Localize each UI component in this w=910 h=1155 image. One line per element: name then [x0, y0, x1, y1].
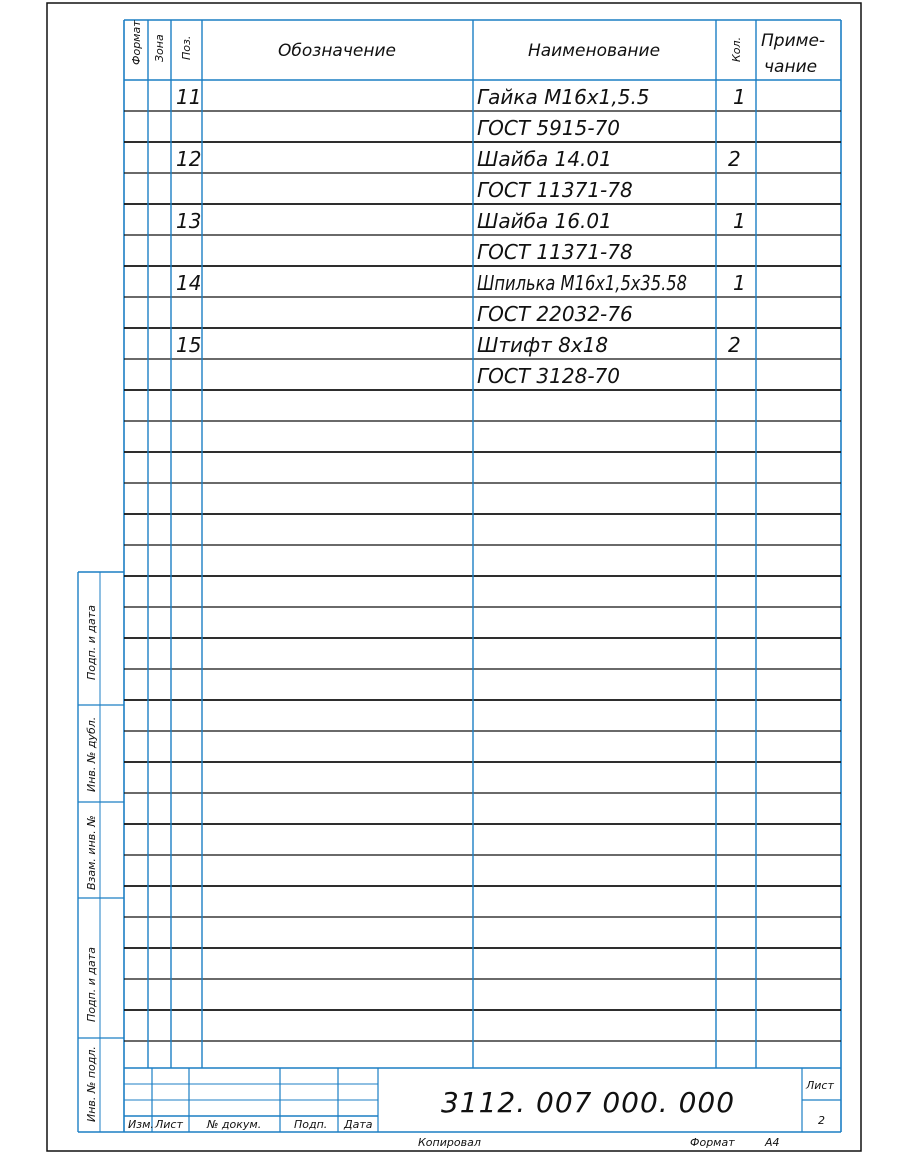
spec-table-grid — [78, 20, 841, 1132]
row-name: Штифт 8х18 — [477, 333, 609, 357]
row-pos: 15 — [176, 333, 202, 357]
title-block-data: Дата — [344, 1118, 373, 1131]
row-pos: 13 — [176, 209, 202, 233]
row-name: Шайба 16.01 — [477, 209, 612, 233]
title-block-copied: Копировал — [418, 1136, 481, 1149]
row-qty: 1 — [733, 271, 746, 295]
title-block-sheet-label: Лист — [806, 1079, 834, 1092]
table-row — [176, 85, 746, 109]
table-header — [130, 20, 825, 77]
table-row — [477, 364, 620, 388]
side-label-inv-dubl: Инв. № дубл. — [85, 716, 98, 792]
title-block-format-label: Формат — [690, 1136, 735, 1149]
table-row — [477, 240, 633, 264]
table-row — [477, 116, 620, 140]
header-qty: Кол. — [730, 36, 743, 62]
title-block-sheet-no: 2 — [818, 1114, 825, 1127]
table-row — [477, 178, 633, 202]
row-qty: 1 — [733, 85, 746, 109]
table-row — [176, 333, 741, 357]
header-pos: Поз. — [180, 35, 193, 60]
title-block-izm: Изм. — [128, 1118, 154, 1131]
row-pos: 14 — [176, 271, 202, 295]
side-label-inv-podl: Инв. № подл. — [85, 1046, 98, 1122]
document-code: 3112. 007 000. 000 — [440, 1086, 736, 1119]
row-name: ГОСТ 5915-70 — [477, 116, 620, 140]
header-note-line2: чание — [764, 57, 818, 77]
side-stamp — [85, 605, 98, 1122]
side-label-vzam-inv: Взам. инв. № — [85, 815, 98, 890]
header-note-line1: Приме- — [761, 31, 826, 51]
table-row — [176, 209, 746, 233]
row-name: ГОСТ 3128-70 — [477, 364, 620, 388]
row-pos: 11 — [176, 85, 202, 109]
table-row — [176, 147, 741, 171]
table-body — [176, 85, 746, 388]
row-name: Шпилька М16х1,5х35.58 — [477, 271, 687, 295]
header-name: Наименование — [527, 41, 661, 61]
title-block-podp: Подп. — [294, 1118, 328, 1131]
side-label-podp-data-2: Подп. и дата — [85, 947, 98, 1022]
side-label-podp-data-1: Подп. и дата — [85, 605, 98, 680]
header-zone: Зона — [153, 34, 166, 62]
row-name: ГОСТ 11371-78 — [477, 178, 633, 202]
title-block-list: Лист — [155, 1118, 183, 1131]
row-name: ГОСТ 11371-78 — [477, 240, 633, 264]
title-block-doc-no: № докум. — [207, 1118, 262, 1131]
header-format: Формат — [130, 20, 143, 65]
table-row — [477, 302, 633, 326]
row-qty: 2 — [728, 333, 741, 357]
row-qty: 2 — [728, 147, 741, 171]
title-block — [128, 1079, 834, 1149]
table-row — [176, 271, 746, 295]
row-name: ГОСТ 22032-76 — [477, 302, 633, 326]
row-name: Гайка М16х1,5.5 — [477, 85, 650, 109]
title-block-format-value: А4 — [765, 1136, 780, 1149]
row-name: Шайба 14.01 — [477, 147, 612, 171]
row-qty: 1 — [733, 209, 746, 233]
header-designation: Обозначение — [278, 41, 396, 61]
row-pos: 12 — [176, 147, 202, 171]
